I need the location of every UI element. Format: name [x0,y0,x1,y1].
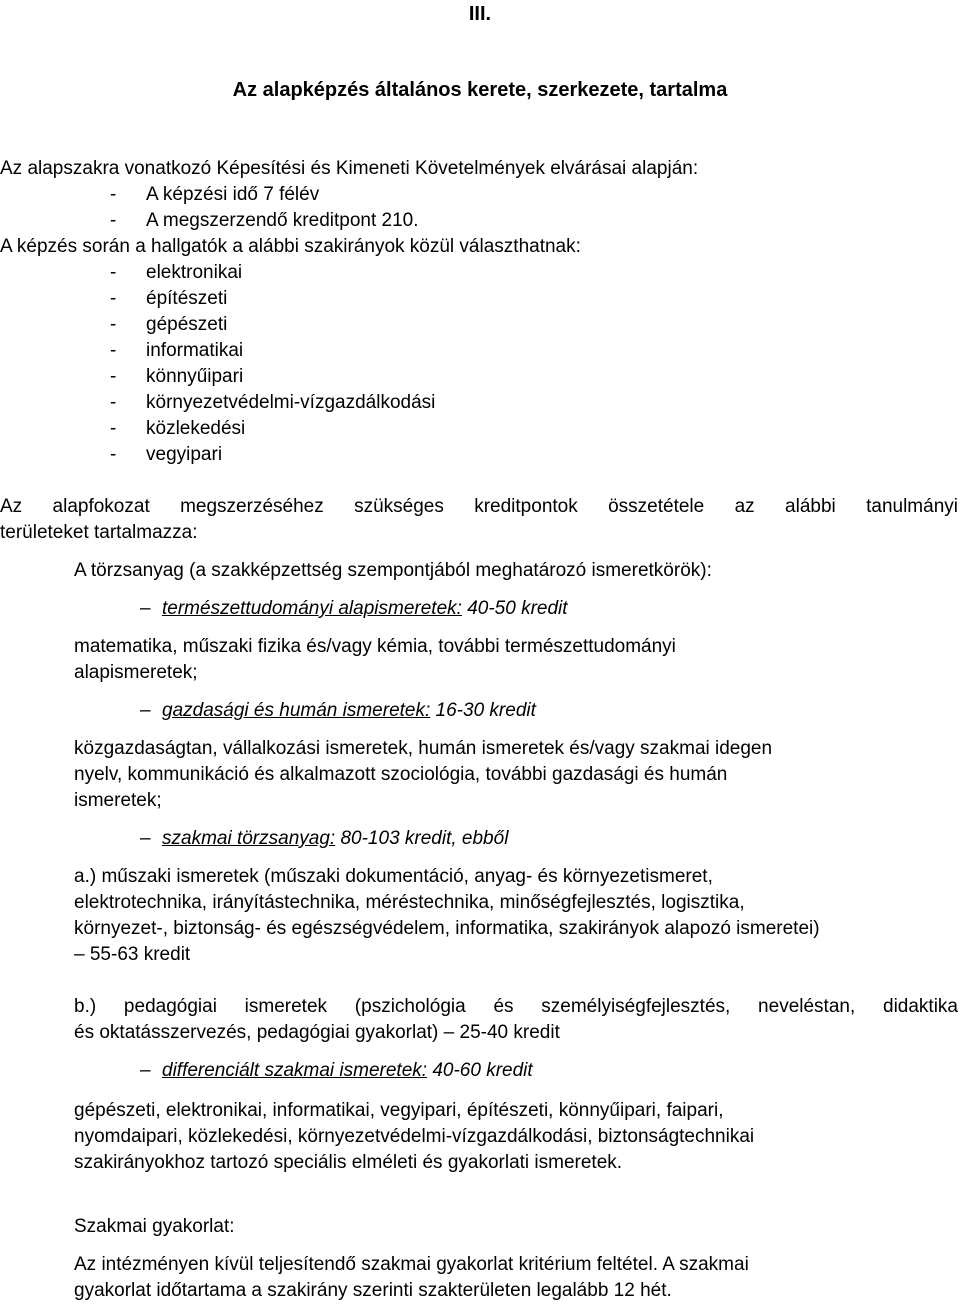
specialization-item: közlekedési [146,418,246,439]
technical-line-3: környezet-, biztonság- és egészségvédelem, informatika, szakirányok alapozó ismeretei) [74,918,820,939]
list-dash: - [110,444,117,465]
specializations-line: A képzés során a hallgatók a alábbi szakirányok közül választhatnak: [0,236,581,257]
credits-line-2: területeket tartalmazza: [0,522,198,543]
professional-item [140,826,508,852]
list-dash: - [110,314,117,335]
core-heading: A törzsanyag (a szakképzettség szempontjából meghatározó ismeretkörök): [74,560,712,581]
specialization-item: könnyűipari [146,366,244,387]
differentiated-amount: 40-60 kredit [432,1060,533,1081]
economic-amount: 16-30 kredit [435,700,536,721]
natural-sciences-label: természettudományi alapismeretek: [162,598,462,619]
intro-line: Az alapszakra vonatkozó Képesítési és Kimeneti Követelmények elvárásai alapján: [0,158,699,179]
list-dash: - [110,288,117,309]
em-dash: – [140,1060,151,1081]
professional-label: szakmai törzsanyag: [162,828,336,849]
intro-bullet-1: A képzési idő 7 félév [146,184,320,205]
specialization-item: környezetvédelmi-vízgazdálkodási [146,392,436,413]
practice-line-2: gyakorlat időtartama a szakirány szerinti szakterületen legalább 12 hét. [74,1280,672,1301]
pedagogy-text: és oktatásszervezés, pedagógiai gyakorlat) [74,1022,439,1043]
em-dash: – [140,828,151,849]
specialization-item: építészeti [146,288,228,309]
differentiated-desc-1: gépészeti, elektronikai, informatikai, vegyipari, építészeti, könnyűipari, faipari, [74,1100,724,1121]
technical-line-2: elektrotechnika, irányítástechnika, méréstechnika, minőségfejlesztés, logisztika, [74,892,745,913]
technical-line-4 [74,942,190,968]
technical-line-1: a.) műszaki ismeretek (műszaki dokumentáció, anyag- és környezetismeret, [74,866,713,887]
economic-desc-3: ismeretek; [74,790,162,811]
credits-line-1: Az alapfokozat megszerzéséhez szükséges kreditpontok összetétele az alábbi tanulmányi [0,496,958,517]
technical-amount: 55-63 kredit [89,944,191,965]
differentiated-desc-3: szakirányokhoz tartozó speciális elméleti és gyakorlati ismeretek. [74,1152,623,1173]
em-dash: – [74,944,90,965]
list-dash: - [110,366,117,387]
natural-sciences-item [140,596,568,622]
intro-bullet-dash: - [110,210,117,231]
differentiated-desc-2: nyomdaipari, közlekedési, környezetvédelmi-vízgazdálkodási, biztonságtechnikai [74,1126,755,1147]
pedagogy-amount: 25-40 kredit [459,1022,560,1043]
list-dash: - [110,262,117,283]
differentiated-label: differenciált szakmai ismeretek: [162,1060,428,1081]
pedagogy-line-2 [74,1020,560,1046]
section-title: Az alapképzés általános kerete, szerkezete, tartalma [232,79,728,101]
intro-bullet-dash: - [110,184,117,205]
professional-amount: 80-103 kredit, ebből [340,828,509,849]
practice-line-1: Az intézményen kívül teljesítendő szakmai gyakorlat kritérium feltétel. A szakmai [74,1254,749,1275]
section-number: III. [468,3,492,25]
pedagogy-line-1: b.) pedagógiai ismeretek (pszichológia és személyiségfejlesztés, neveléstan, didaktika [74,996,958,1017]
economic-desc-2: nyelv, kommunikáció és alkalmazott szociológia, további gazdasági és humán [74,764,728,785]
em-dash: – [443,1022,455,1043]
practice-heading: Szakmai gyakorlat: [74,1216,235,1237]
em-dash: – [140,700,151,721]
natural-sciences-desc-2: alapismeretek; [74,662,198,683]
intro-bullet [0,182,34,208]
specialization-item: vegyipari [146,444,223,465]
economic-desc-1: közgazdaságtan, vállalkozási ismeretek, humán ismeretek és/vagy szakmai idegen [74,738,773,759]
em-dash: – [140,598,151,619]
economic-label: gazdasági és humán ismeretek: [162,700,431,721]
specialization-item: gépészeti [146,314,228,335]
economic-item [140,698,536,724]
natural-sciences-amount: 40-50 kredit [467,598,568,619]
list-dash: - [110,340,117,361]
list-dash: - [110,392,117,413]
list-dash: - [110,418,117,439]
specialization-item: elektronikai [146,262,243,283]
natural-sciences-desc-1: matematika, műszaki fizika és/vagy kémia, további természettudományi [74,636,676,657]
differentiated-item [140,1058,533,1084]
specialization-item: informatikai [146,340,244,361]
intro-bullet-2: A megszerzendő kreditpont 210. [146,210,419,231]
